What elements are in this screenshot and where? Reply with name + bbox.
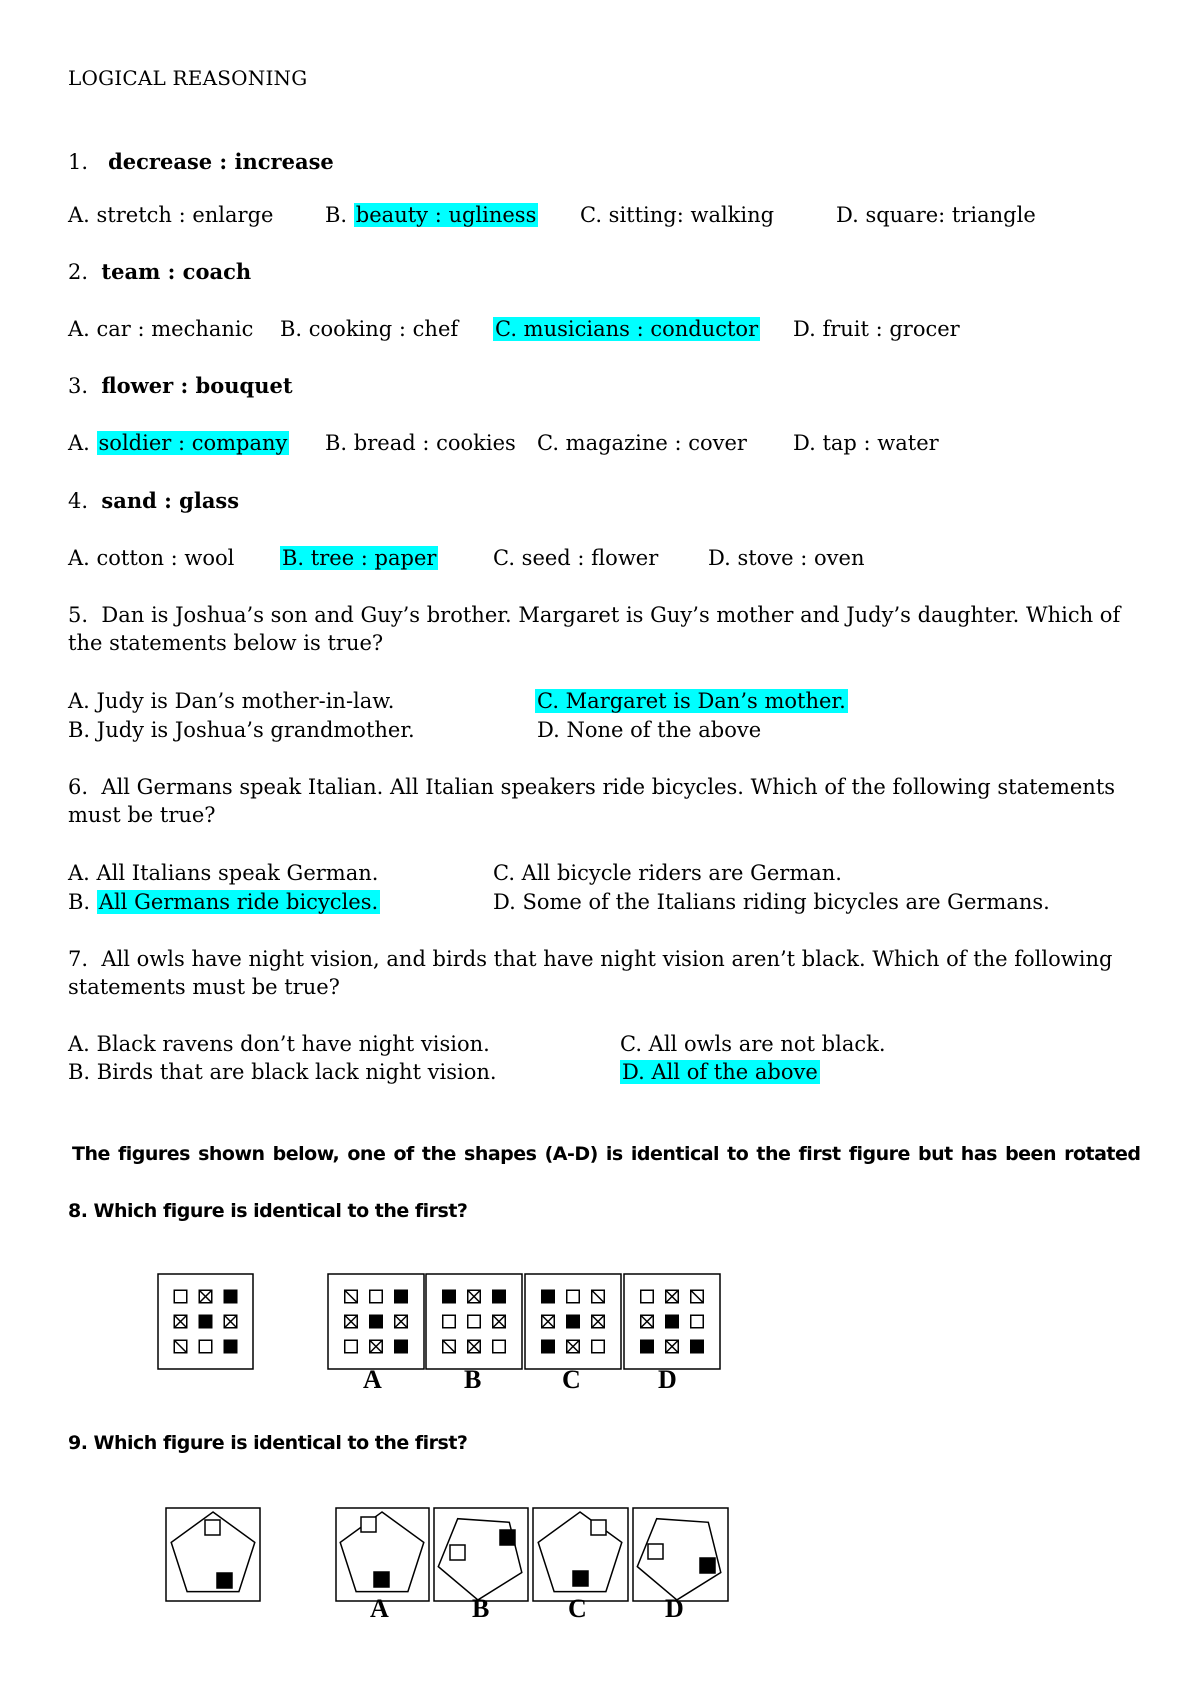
option-b: B. cooking : chef — [280, 317, 459, 341]
option-c: C. magazine : cover — [537, 431, 747, 455]
option-a: A. Black ravens don’t have night vision. — [68, 1032, 490, 1056]
q9-option-c — [533, 1508, 628, 1601]
option-d: D. None of the above — [537, 718, 762, 742]
option-c: C. sitting: walking — [580, 203, 775, 227]
answer-highlight: soldier : company — [98, 431, 288, 455]
question-number: 6. — [68, 775, 89, 799]
question-number: 3. — [68, 374, 89, 398]
black-square — [573, 1571, 588, 1586]
white-square — [648, 1544, 663, 1559]
q8-label-a: A — [363, 1365, 382, 1394]
answer-highlight: All Germans ride bicycles. — [98, 890, 379, 914]
option-b: B. All Germans ride bicycles. — [68, 890, 379, 914]
answer-highlight: B. tree : paper — [282, 546, 437, 570]
option-c: C. All owls are not black. — [620, 1032, 886, 1056]
white-square — [205, 1520, 220, 1535]
white-square — [450, 1545, 465, 1560]
question-stem: All Germans speak Italian. All Italian speakers ride bicycles. Which of the following statements must be true? — [68, 775, 1116, 827]
q9-label-d: D — [665, 1594, 684, 1623]
page-title: LOGICAL REASONING — [68, 66, 308, 90]
question-number: 4. — [68, 489, 89, 513]
option-c: C. All bicycle riders are German. — [493, 861, 842, 885]
question-stem: flower : bouquet — [101, 373, 293, 398]
option-c: C. seed : flower — [493, 546, 659, 570]
option-b: B. Judy is Joshua’s grandmother. — [68, 718, 415, 742]
option-a: A. cotton : wool — [68, 546, 235, 570]
answer-highlight: C. musicians : conductor — [495, 317, 759, 341]
q9-label-c: C — [568, 1594, 587, 1623]
question-stem: All owls have night vision, and birds that have night vision aren’t black. Which of the following statements must be true? — [68, 947, 1113, 999]
question-number: 1. — [68, 150, 89, 174]
question-9: 9. Which figure is identical to the first? — [68, 1432, 468, 1454]
black-square — [374, 1572, 389, 1587]
question-number: 2. — [68, 260, 89, 284]
option-d: D. fruit : grocer — [793, 317, 960, 341]
black-square — [217, 1573, 232, 1588]
option-d: D. square: triangle — [836, 203, 1036, 227]
answer-highlight: C. Margaret is Dan’s mother. — [537, 689, 846, 713]
black-square — [500, 1530, 515, 1545]
question-number: 7. — [68, 947, 89, 971]
option-a: A. car : mechanic — [68, 317, 254, 341]
q8-label-c: C — [562, 1365, 581, 1394]
white-square — [591, 1520, 606, 1535]
q9-label-b: B — [472, 1594, 490, 1623]
q8-label-d: D — [658, 1365, 677, 1394]
black-square — [700, 1558, 715, 1573]
question-stem: sand : glass — [101, 488, 240, 513]
white-square — [361, 1517, 376, 1532]
option-a: A. stretch : enlarge — [68, 203, 274, 227]
option-d: D. Some of the Italians riding bicycles are Germans. — [493, 890, 1050, 914]
answer-highlight: D. All of the above — [622, 1060, 818, 1084]
question-stem: decrease : increase — [108, 149, 334, 174]
option-a: A. Judy is Dan’s mother-in-law. — [68, 689, 395, 713]
question-8: 8. Which figure is identical to the first? — [68, 1200, 468, 1222]
answer-highlight: beauty : ugliness — [355, 203, 537, 227]
figures-intro: The figures shown below, one of the shapes (A-D) is identical to the first figure but has been rotated — [72, 1143, 1141, 1165]
q9-option-b — [434, 1508, 528, 1601]
option-b: B. beauty : ugliness — [325, 203, 537, 227]
q8-label-b: B — [464, 1365, 482, 1394]
q9-label-a: A — [370, 1594, 389, 1623]
option-d: D. tap : water — [793, 431, 939, 455]
question-stem: Dan is Joshua’s son and Guy’s brother. Margaret is Guy’s mother and Judy’s daughter. Which of the statements below is true? — [68, 603, 1121, 655]
question-number: 5. — [68, 603, 89, 627]
option-b: B. bread : cookies — [325, 431, 516, 455]
option-a: A. All Italians speak German. — [68, 861, 379, 885]
option-d: D. stove : oven — [708, 546, 865, 570]
option-b: B. Birds that are black lack night vision. — [68, 1060, 497, 1084]
option-a: A. soldier : company — [68, 431, 288, 455]
question-stem: team : coach — [101, 259, 252, 284]
